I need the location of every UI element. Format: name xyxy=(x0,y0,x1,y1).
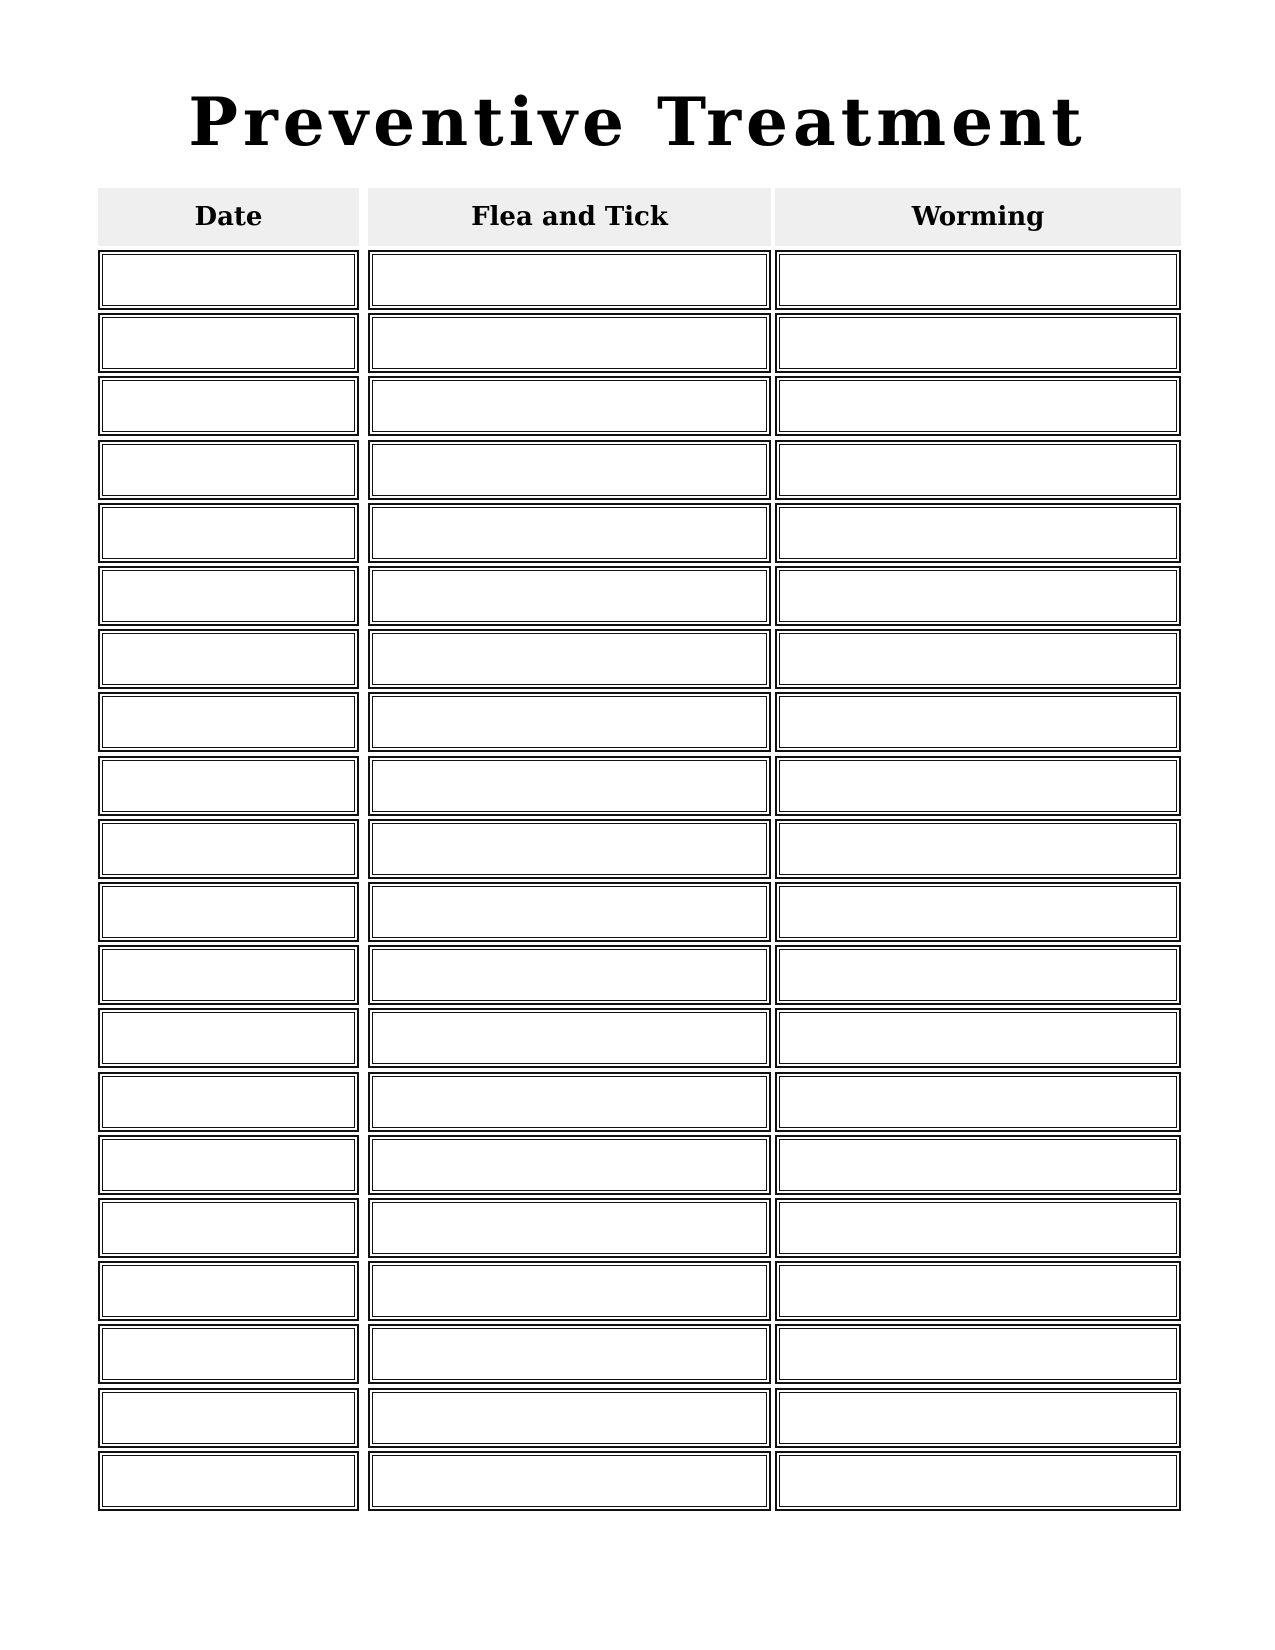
worming-cell[interactable] xyxy=(775,1072,1181,1132)
column-header-worming: Worming xyxy=(775,188,1181,246)
worming-cell[interactable] xyxy=(775,566,1181,626)
flea-and-tick-cell[interactable] xyxy=(368,1388,771,1448)
date-cell[interactable] xyxy=(98,1135,359,1195)
flea-and-tick-cell[interactable] xyxy=(368,440,771,500)
worming-cell[interactable] xyxy=(775,692,1181,752)
column-header-date: Date xyxy=(98,188,359,246)
flea-and-tick-cell[interactable] xyxy=(368,313,771,373)
flea-and-tick-cell[interactable] xyxy=(368,376,771,436)
flea-and-tick-cell[interactable] xyxy=(368,756,771,816)
worming-cell[interactable] xyxy=(775,629,1181,689)
page-title: Preventive Treatment xyxy=(188,83,1087,161)
date-cell[interactable] xyxy=(98,566,359,626)
date-cell[interactable] xyxy=(98,629,359,689)
date-cell[interactable] xyxy=(98,819,359,879)
flea-and-tick-cell[interactable] xyxy=(368,1324,771,1384)
worming-cell[interactable] xyxy=(775,440,1181,500)
table-row xyxy=(0,1008,1275,1068)
flea-and-tick-cell[interactable] xyxy=(368,250,771,310)
worming-cell[interactable] xyxy=(775,1261,1181,1321)
table-row xyxy=(0,503,1275,563)
date-cell[interactable] xyxy=(98,945,359,1005)
table-row xyxy=(0,566,1275,626)
worming-cell[interactable] xyxy=(775,376,1181,436)
date-cell[interactable] xyxy=(98,376,359,436)
date-cell[interactable] xyxy=(98,503,359,563)
flea-and-tick-cell[interactable] xyxy=(368,1072,771,1132)
date-cell[interactable] xyxy=(98,692,359,752)
table-row xyxy=(0,1261,1275,1321)
date-cell[interactable] xyxy=(98,313,359,373)
flea-and-tick-cell[interactable] xyxy=(368,1008,771,1068)
date-cell[interactable] xyxy=(98,1324,359,1384)
table-row xyxy=(0,692,1275,752)
date-cell[interactable] xyxy=(98,756,359,816)
worming-cell[interactable] xyxy=(775,1135,1181,1195)
table-row xyxy=(0,1388,1275,1448)
flea-and-tick-cell[interactable] xyxy=(368,566,771,626)
table-header xyxy=(0,188,1275,246)
flea-and-tick-cell[interactable] xyxy=(368,629,771,689)
date-cell[interactable] xyxy=(98,440,359,500)
worming-cell[interactable] xyxy=(775,1388,1181,1448)
worming-cell[interactable] xyxy=(775,503,1181,563)
table-row xyxy=(0,1135,1275,1195)
worming-cell[interactable] xyxy=(775,1324,1181,1384)
table-row xyxy=(0,440,1275,500)
worming-cell[interactable] xyxy=(775,250,1181,310)
worming-cell[interactable] xyxy=(775,1198,1181,1258)
worming-cell[interactable] xyxy=(775,313,1181,373)
table-row xyxy=(0,882,1275,942)
flea-and-tick-cell[interactable] xyxy=(368,503,771,563)
date-cell[interactable] xyxy=(98,1261,359,1321)
table-row xyxy=(0,629,1275,689)
table-row xyxy=(0,1198,1275,1258)
table-row xyxy=(0,756,1275,816)
worming-cell[interactable] xyxy=(775,819,1181,879)
flea-and-tick-cell[interactable] xyxy=(368,819,771,879)
table-row xyxy=(0,1072,1275,1132)
table-row xyxy=(0,819,1275,879)
table-row xyxy=(0,250,1275,310)
date-cell[interactable] xyxy=(98,1451,359,1511)
date-cell[interactable] xyxy=(98,250,359,310)
date-cell[interactable] xyxy=(98,882,359,942)
date-cell[interactable] xyxy=(98,1388,359,1448)
flea-and-tick-cell[interactable] xyxy=(368,692,771,752)
flea-and-tick-cell[interactable] xyxy=(368,882,771,942)
flea-and-tick-cell[interactable] xyxy=(368,945,771,1005)
table-row xyxy=(0,313,1275,373)
table-row xyxy=(0,376,1275,436)
worming-cell[interactable] xyxy=(775,945,1181,1005)
worming-cell[interactable] xyxy=(775,882,1181,942)
date-cell[interactable] xyxy=(98,1198,359,1258)
column-header-flea-and-tick: Flea and Tick xyxy=(368,188,771,246)
flea-and-tick-cell[interactable] xyxy=(368,1135,771,1195)
date-cell[interactable] xyxy=(98,1008,359,1068)
table-row xyxy=(0,1451,1275,1511)
date-cell[interactable] xyxy=(98,1072,359,1132)
worming-cell[interactable] xyxy=(775,756,1181,816)
table-row xyxy=(0,945,1275,1005)
flea-and-tick-cell[interactable] xyxy=(368,1261,771,1321)
flea-and-tick-cell[interactable] xyxy=(368,1198,771,1258)
worming-cell[interactable] xyxy=(775,1451,1181,1511)
table-row xyxy=(0,1324,1275,1384)
worming-cell[interactable] xyxy=(775,1008,1181,1068)
flea-and-tick-cell[interactable] xyxy=(368,1451,771,1511)
